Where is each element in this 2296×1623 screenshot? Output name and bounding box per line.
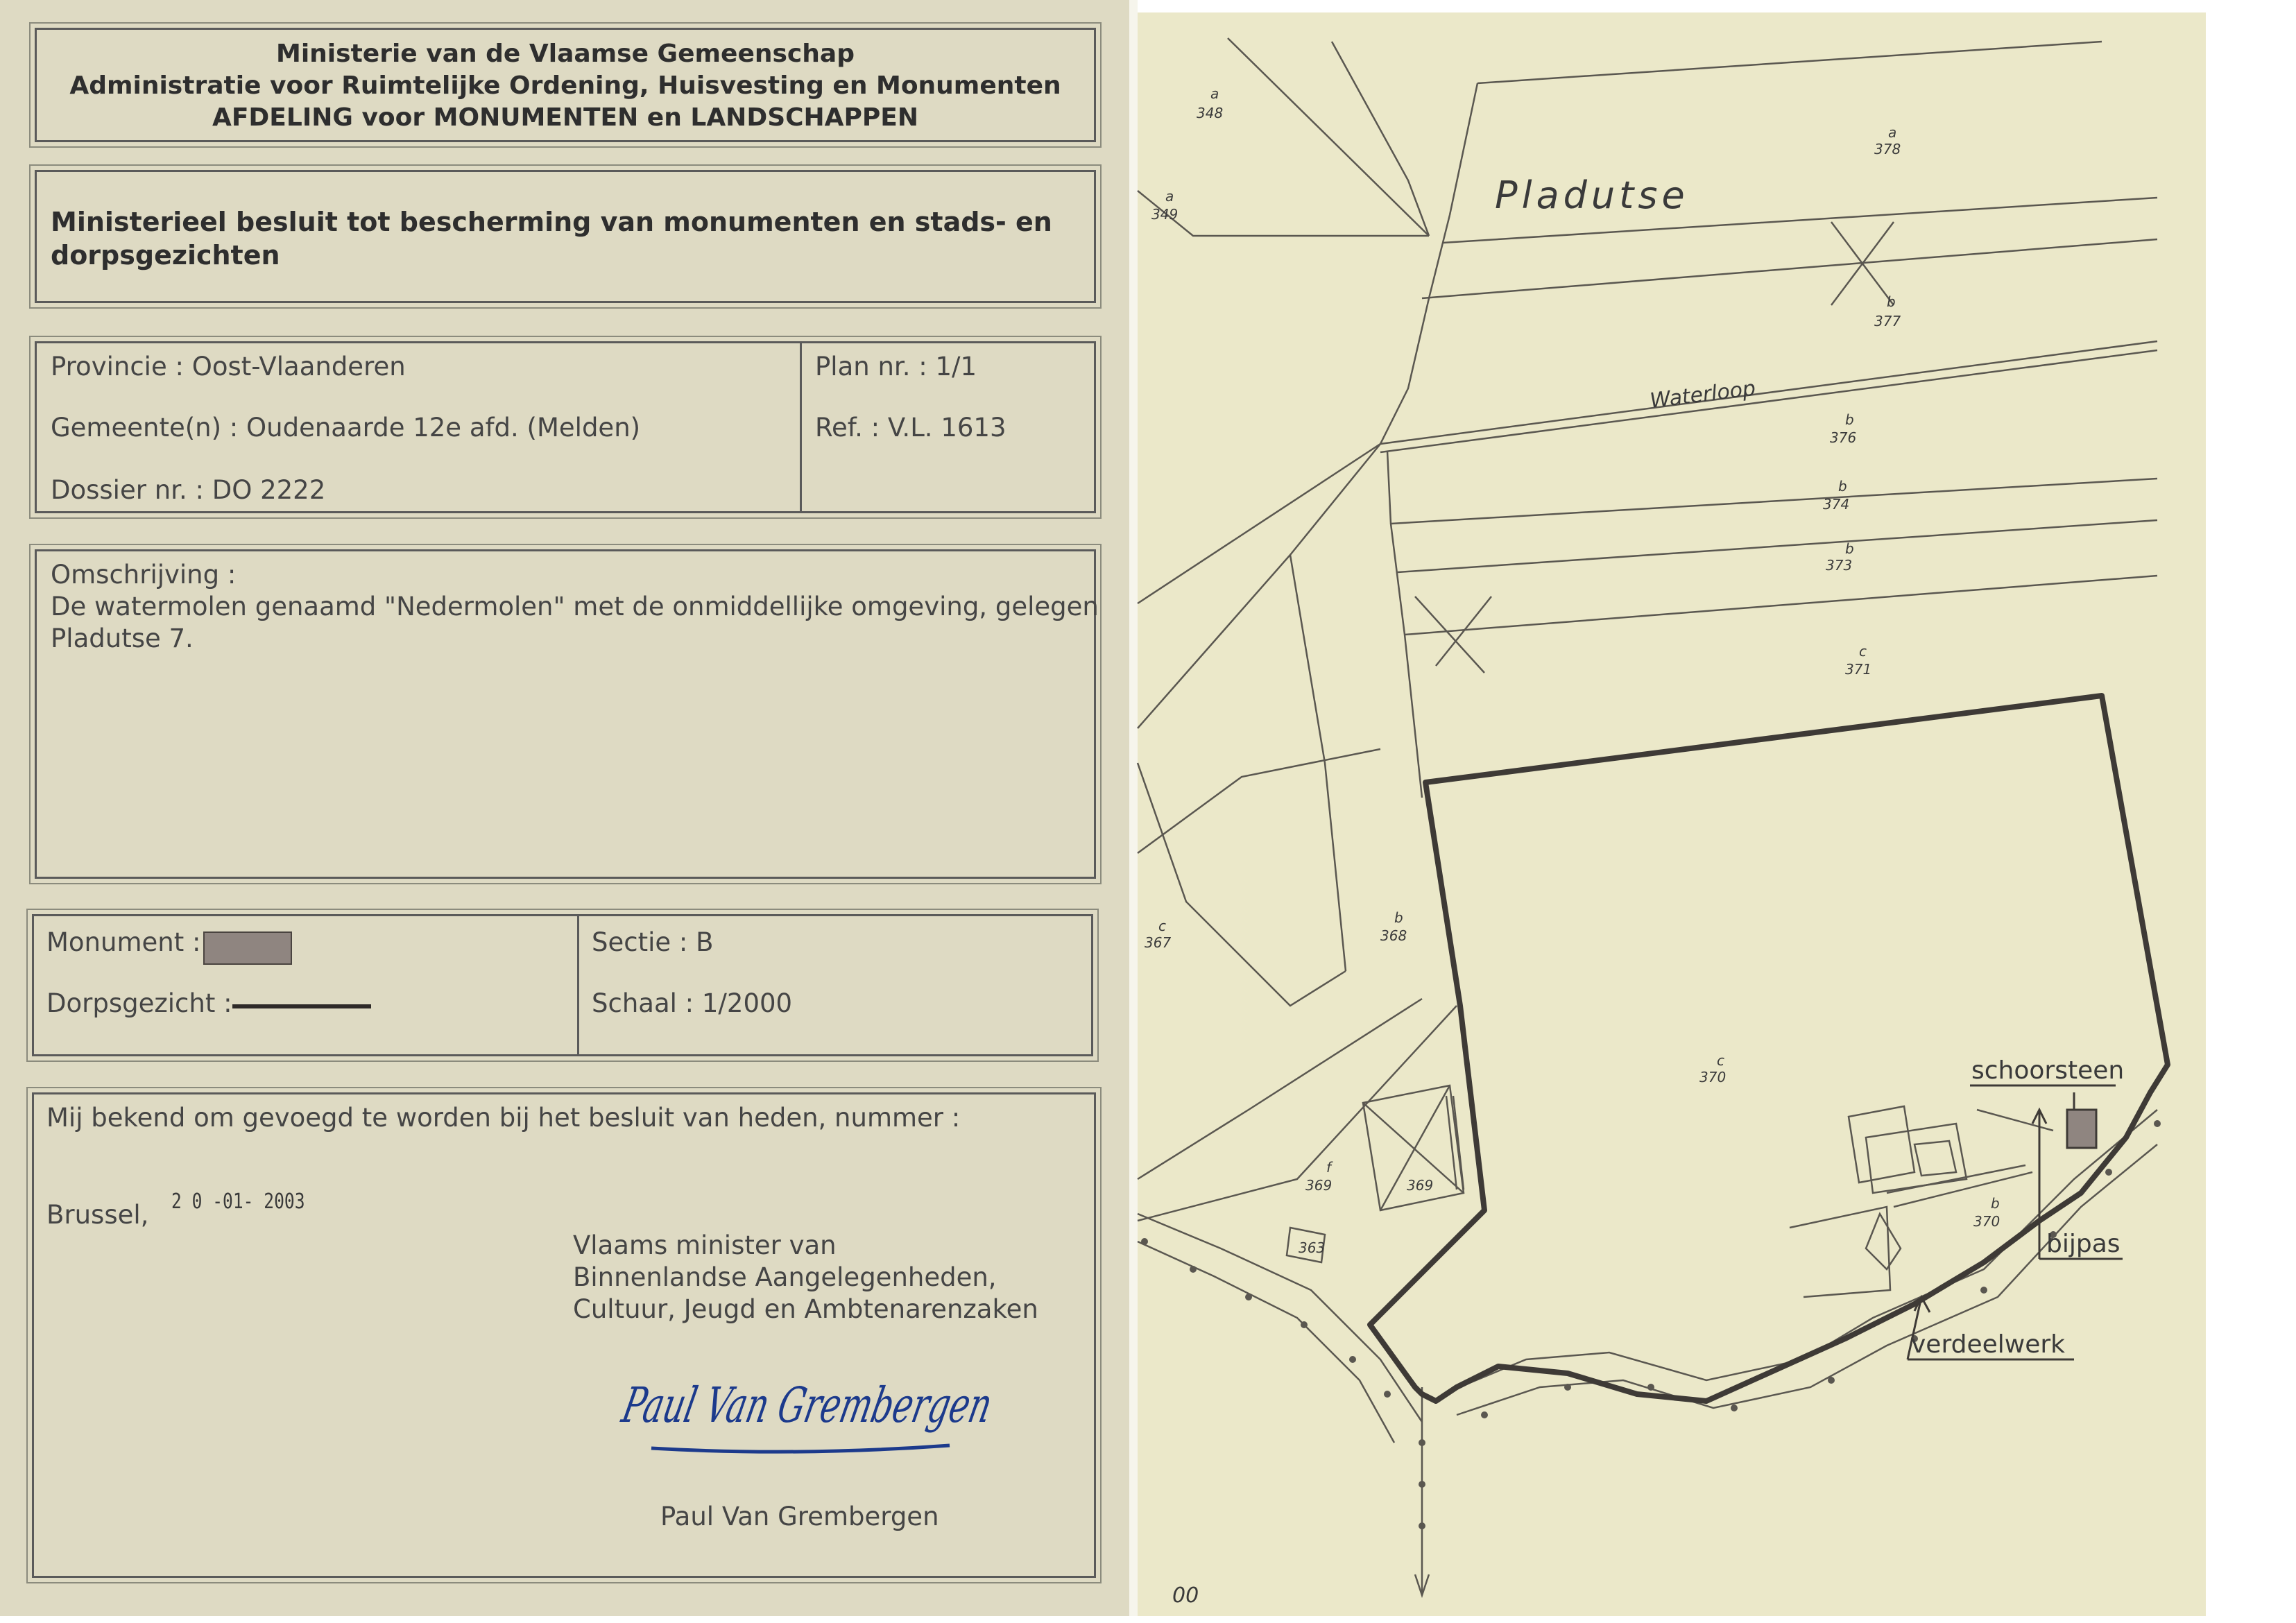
schoorsteen-label: schoorsteen (1971, 1056, 2125, 1085)
svg-text:a: a (1210, 85, 1219, 102)
parcel-label (1407, 1177, 1433, 1194)
signature-intro: Mij bekend om gevoegd te worden bij het besluit van heden, nummer : (46, 1103, 961, 1133)
decree-title-line-2: dorpsgezichten (51, 240, 280, 270)
omschrijving-line-1: De watermolen genaamd "Nedermolen" met de onmiddellijke omgeving, gelegen (51, 592, 1099, 621)
monument-schoorsteen (2067, 1110, 2096, 1148)
decree-title-line-1: Ministerieel besluit tot bescherming van monumenten en stads- en (51, 207, 1052, 237)
svg-text:349: 349 (1151, 206, 1179, 223)
header-line-1: Ministerie van de Vlaamse Gemeenschap (276, 40, 855, 68)
parcel-label (1823, 478, 1849, 513)
plan-field: Plan nr. : 1/1 (815, 352, 977, 381)
svg-text:c: c (1859, 643, 1867, 660)
ref-field: Ref. : V.L. 1613 (815, 413, 1006, 443)
parcel-label (1699, 1052, 1726, 1085)
verdeelwerk-label: verdeelwerk (1911, 1330, 2066, 1359)
minister-name: Paul Van Grembergen (660, 1502, 939, 1531)
svg-text:378: 378 (1874, 141, 1901, 157)
parcel-label (1305, 1159, 1333, 1194)
omschrijving-line-2: Pladutse 7. (51, 624, 194, 653)
parcel-label (1874, 124, 1901, 157)
parcel-label (1830, 411, 1856, 446)
parcel-label (1197, 85, 1223, 121)
svg-text:f: f (1326, 1159, 1332, 1176)
riverbank-dots (1141, 1120, 2161, 1529)
svg-text:368: 368 (1380, 927, 1407, 944)
parcel-label (1826, 540, 1854, 574)
signature-text: Paul Van Grembergen (617, 1376, 1169, 1434)
svg-text:376: 376 (1830, 429, 1857, 446)
svg-text:370: 370 (1973, 1213, 2001, 1230)
minister-role-line-1: Vlaams minister van (573, 1230, 837, 1260)
minister-role-line-2: Binnenlandse Aangelegenheden, (573, 1262, 997, 1292)
svg-text:370: 370 (1699, 1069, 1727, 1085)
parcel-lines (1138, 38, 2157, 1595)
svg-text:b: b (1838, 478, 1847, 495)
signature-date-stamp: 2 0 -01- 2003 (171, 1190, 305, 1214)
provincie-field: Provincie : Oost-Vlaanderen (51, 352, 406, 381)
header-line-2: Administratie voor Ruimtelijke Ordening, Huisvesting en Monumenten (69, 71, 1061, 100)
svg-text:b: b (1394, 909, 1403, 926)
svg-text:369: 369 (1407, 1177, 1434, 1194)
svg-text:377: 377 (1874, 313, 1901, 329)
corner-mark: 00 (1172, 1583, 1199, 1608)
svg-text:c: c (1717, 1052, 1724, 1069)
svg-text:367: 367 (1145, 934, 1172, 951)
parcel-label (1973, 1195, 2000, 1230)
signature-place: Brussel, (46, 1200, 149, 1230)
parcel-label (1299, 1239, 1325, 1256)
parcel-label (1874, 293, 1901, 329)
svg-text:374: 374 (1823, 496, 1850, 513)
svg-text:b: b (1887, 293, 1896, 310)
svg-text:c: c (1158, 918, 1166, 934)
schaal-field: Schaal : 1/2000 (592, 988, 793, 1018)
svg-text:b: b (1845, 540, 1854, 557)
waterway-label: Waterloop (1648, 376, 1757, 413)
bijpas-label: bijpas (2046, 1230, 2121, 1258)
parcel-labels (1145, 85, 2000, 1256)
street-label: Pladutse (1495, 173, 1689, 217)
svg-text:b: b (1845, 411, 1854, 428)
parcel-label (1145, 918, 1171, 951)
dorpsgezicht-label: Dorpsgezicht : (46, 988, 232, 1018)
sectie-field: Sectie : B (592, 927, 714, 957)
omschrijving-label: Omschrijving : (51, 560, 237, 590)
gemeente-field: Gemeente(n) : Oudenaarde 12e afd. (Melden) (51, 413, 641, 443)
parcel-label (1845, 643, 1871, 678)
monument-label: Monument : (46, 927, 201, 957)
svg-text:a: a (1165, 188, 1174, 205)
svg-text:363: 363 (1299, 1239, 1326, 1256)
header-line-3: AFDELING voor MONUMENTEN en LANDSCHAPPEN (212, 103, 919, 132)
dossier-field: Dossier nr. : DO 2222 (51, 475, 326, 505)
svg-text:348: 348 (1197, 105, 1224, 121)
dorpsgezicht-boundary (1370, 696, 2168, 1401)
minister-role-line-3: Cultuur, Jeugd en Ambtenarenzaken (573, 1294, 1038, 1324)
svg-text:373: 373 (1826, 557, 1853, 574)
svg-text:b: b (1991, 1195, 2000, 1212)
parcel-label (1380, 909, 1407, 944)
svg-text:a: a (1888, 124, 1897, 141)
svg-text:371: 371 (1845, 661, 1872, 678)
svg-text:369: 369 (1305, 1177, 1333, 1194)
